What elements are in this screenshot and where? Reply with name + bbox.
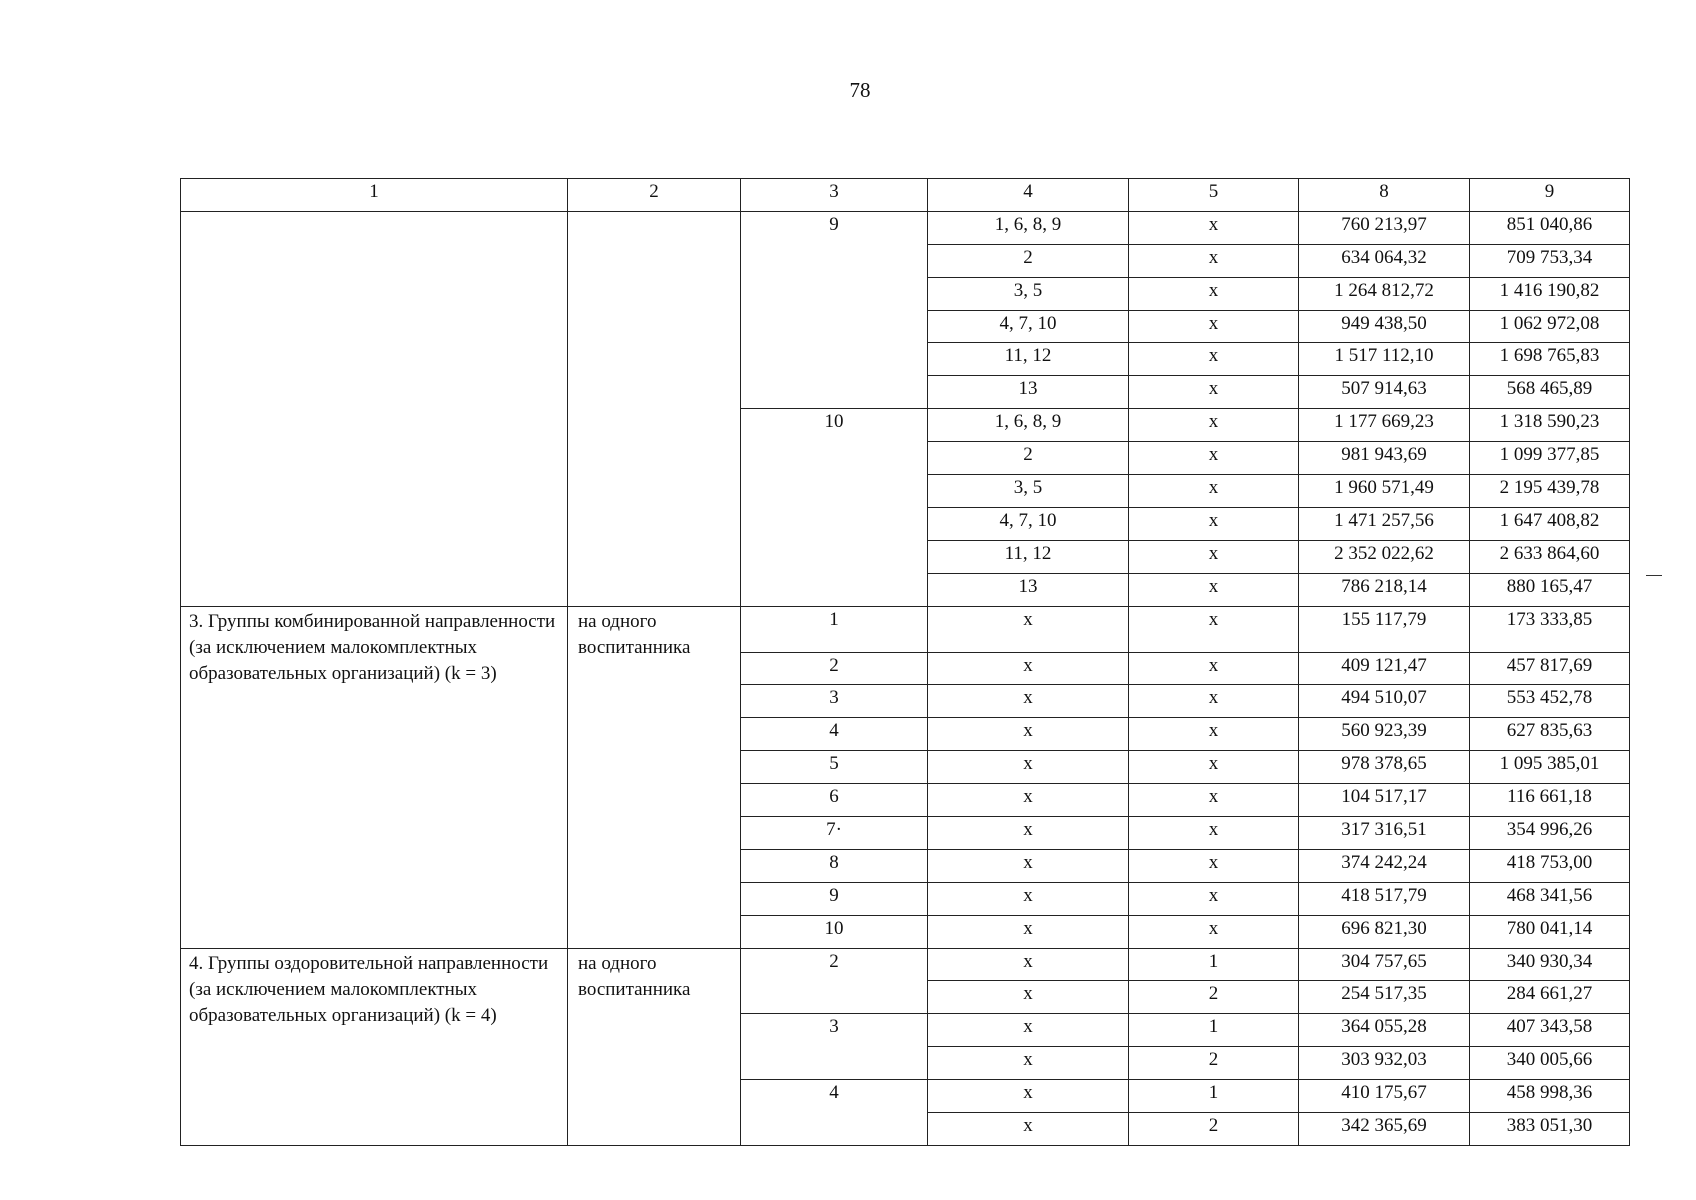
value-col8: 2 352 022,62	[1299, 540, 1470, 573]
cell-col4: x	[928, 981, 1129, 1014]
cell-col4: x	[928, 948, 1129, 981]
cell-col5: x	[1129, 310, 1299, 343]
description-cell: 3. Группы комбинированной направленности (за исключением малокомплектных образовательных организаций) (k = 3)	[181, 606, 568, 948]
value-col8: 760 213,97	[1299, 211, 1470, 244]
cell-col5: x	[1129, 277, 1299, 310]
cell-col4: x	[928, 1014, 1129, 1047]
value-col8: 418 517,79	[1299, 882, 1470, 915]
group-number-cell: 10	[741, 409, 928, 606]
cell-col4: 2	[928, 442, 1129, 475]
cell-col5: x	[1129, 211, 1299, 244]
value-col9: 354 996,26	[1470, 817, 1630, 850]
value-col9: 468 341,56	[1470, 882, 1630, 915]
value-col9: 173 333,85	[1470, 606, 1630, 652]
header-cell: 4	[928, 179, 1129, 212]
group-number-cell: 9	[741, 882, 928, 915]
unit-cell	[568, 211, 741, 606]
value-col9: 418 753,00	[1470, 849, 1630, 882]
value-col9: 1 062 972,08	[1470, 310, 1630, 343]
value-col8: 786 218,14	[1299, 573, 1470, 606]
cell-col4: x	[928, 817, 1129, 850]
value-col8: 978 378,65	[1299, 751, 1470, 784]
header-cell: 2	[568, 179, 741, 212]
value-col8: 981 943,69	[1299, 442, 1470, 475]
value-col9: 407 343,58	[1470, 1014, 1630, 1047]
table-header-row	[181, 179, 1630, 212]
value-col9: 1 318 590,23	[1470, 409, 1630, 442]
cell-col5: 1	[1129, 1014, 1299, 1047]
value-col8: 364 055,28	[1299, 1014, 1470, 1047]
cell-col5: x	[1129, 606, 1299, 652]
cell-col4: x	[928, 606, 1129, 652]
cell-col5: x	[1129, 343, 1299, 376]
description-cell	[181, 211, 568, 606]
cell-col4: x	[928, 1113, 1129, 1146]
value-col8: 155 117,79	[1299, 606, 1470, 652]
cell-col5: x	[1129, 376, 1299, 409]
cell-col5: 1	[1129, 1080, 1299, 1113]
value-col9: 1 416 190,82	[1470, 277, 1630, 310]
unit-cell: на одного воспитанника	[568, 606, 741, 948]
value-col9: 116 661,18	[1470, 784, 1630, 817]
unit-cell: на одного воспитанника	[568, 948, 741, 1145]
value-col9: 780 041,14	[1470, 915, 1630, 948]
cell-col4: 1, 6, 8, 9	[928, 211, 1129, 244]
description-cell: 4. Группы оздоровительной направленности (за исключением малокомплектных образовательных организаций) (k = 4)	[181, 948, 568, 1145]
group-number-cell: 2	[741, 948, 928, 1014]
group-number-cell: 9	[741, 211, 928, 408]
value-col8: 1 960 571,49	[1299, 475, 1470, 508]
cell-col5: 2	[1129, 1113, 1299, 1146]
cell-col4: x	[928, 915, 1129, 948]
cell-col5: x	[1129, 244, 1299, 277]
value-col9: 1 698 765,83	[1470, 343, 1630, 376]
value-col8: 409 121,47	[1299, 652, 1470, 685]
cell-col4: 4, 7, 10	[928, 507, 1129, 540]
group-number-cell: 2	[741, 652, 928, 685]
cell-col4: 11, 12	[928, 343, 1129, 376]
table-row	[181, 211, 1630, 244]
cell-col5: x	[1129, 573, 1299, 606]
value-col8: 254 517,35	[1299, 981, 1470, 1014]
value-col8: 104 517,17	[1299, 784, 1470, 817]
cell-col5: x	[1129, 915, 1299, 948]
page-number: 78	[849, 78, 871, 102]
cell-col5: x	[1129, 882, 1299, 915]
margin-mark	[1646, 575, 1662, 576]
table-row	[181, 606, 1630, 652]
value-col9: 340 930,34	[1470, 948, 1630, 981]
value-col8: 1 517 112,10	[1299, 343, 1470, 376]
cell-col5: 2	[1129, 981, 1299, 1014]
value-col8: 304 757,65	[1299, 948, 1470, 981]
value-col9: 2 195 439,78	[1470, 475, 1630, 508]
header-cell: 1	[181, 179, 568, 212]
value-col8: 634 064,32	[1299, 244, 1470, 277]
cell-col4: x	[928, 1080, 1129, 1113]
cell-col5: x	[1129, 507, 1299, 540]
value-col9: 1 647 408,82	[1470, 507, 1630, 540]
value-col9: 553 452,78	[1470, 685, 1630, 718]
cell-col5: 1	[1129, 948, 1299, 981]
cell-col5: x	[1129, 409, 1299, 442]
cell-col4: 13	[928, 573, 1129, 606]
group-number-cell: 10	[741, 915, 928, 948]
group-number-cell: 4	[741, 1080, 928, 1146]
header-cell: 8	[1299, 179, 1470, 212]
value-col8: 1 264 812,72	[1299, 277, 1470, 310]
cell-col5: x	[1129, 540, 1299, 573]
value-col9: 2 633 864,60	[1470, 540, 1630, 573]
tariff-table	[180, 178, 1630, 1146]
value-col8: 410 175,67	[1299, 1080, 1470, 1113]
cell-col5: x	[1129, 652, 1299, 685]
cell-col4: x	[928, 882, 1129, 915]
value-col8: 374 242,24	[1299, 849, 1470, 882]
value-col9: 1 099 377,85	[1470, 442, 1630, 475]
value-col9: 458 998,36	[1470, 1080, 1630, 1113]
group-number-cell: 6	[741, 784, 928, 817]
cell-col5: x	[1129, 849, 1299, 882]
value-col9: 340 005,66	[1470, 1047, 1630, 1080]
cell-col4: 2	[928, 244, 1129, 277]
cell-col4: 13	[928, 376, 1129, 409]
value-col9: 457 817,69	[1470, 652, 1630, 685]
cell-col4: x	[928, 685, 1129, 718]
cell-col5: x	[1129, 751, 1299, 784]
group-number-cell: 8	[741, 849, 928, 882]
value-col9: 880 165,47	[1470, 573, 1630, 606]
group-number-cell: 3	[741, 685, 928, 718]
cell-col4: 1, 6, 8, 9	[928, 409, 1129, 442]
header-cell: 5	[1129, 179, 1299, 212]
cell-col4: 11, 12	[928, 540, 1129, 573]
group-number-cell: 7·	[741, 817, 928, 850]
value-col8: 303 932,03	[1299, 1047, 1470, 1080]
value-col9: 627 835,63	[1470, 718, 1630, 751]
value-col9: 284 661,27	[1470, 981, 1630, 1014]
value-col8: 317 316,51	[1299, 817, 1470, 850]
cell-col4: x	[928, 751, 1129, 784]
group-number-cell: 3	[741, 1014, 928, 1080]
value-col9: 568 465,89	[1470, 376, 1630, 409]
value-col8: 1 177 669,23	[1299, 409, 1470, 442]
value-col8: 560 923,39	[1299, 718, 1470, 751]
cell-col4: x	[928, 784, 1129, 817]
table-row	[181, 948, 1630, 981]
value-col8: 949 438,50	[1299, 310, 1470, 343]
value-col8: 342 365,69	[1299, 1113, 1470, 1146]
cell-col5: x	[1129, 784, 1299, 817]
cell-col4: 4, 7, 10	[928, 310, 1129, 343]
value-col8: 507 914,63	[1299, 376, 1470, 409]
value-col8: 1 471 257,56	[1299, 507, 1470, 540]
cell-col5: x	[1129, 475, 1299, 508]
cell-col5: x	[1129, 442, 1299, 475]
value-col8: 696 821,30	[1299, 915, 1470, 948]
cell-col5: x	[1129, 817, 1299, 850]
cell-col5: x	[1129, 718, 1299, 751]
value-col9: 383 051,30	[1470, 1113, 1630, 1146]
value-col9: 709 753,34	[1470, 244, 1630, 277]
cell-col4: x	[928, 718, 1129, 751]
cell-col4: x	[928, 1047, 1129, 1080]
cell-col5: 2	[1129, 1047, 1299, 1080]
value-col8: 494 510,07	[1299, 685, 1470, 718]
cell-col4: 3, 5	[928, 475, 1129, 508]
header-cell: 3	[741, 179, 928, 212]
value-col9: 851 040,86	[1470, 211, 1630, 244]
header-cell: 9	[1470, 179, 1630, 212]
group-number-cell: 4	[741, 718, 928, 751]
cell-col5: x	[1129, 685, 1299, 718]
value-col9: 1 095 385,01	[1470, 751, 1630, 784]
group-number-cell: 1	[741, 606, 928, 652]
cell-col4: x	[928, 849, 1129, 882]
cell-col4: x	[928, 652, 1129, 685]
cell-col4: 3, 5	[928, 277, 1129, 310]
group-number-cell: 5	[741, 751, 928, 784]
